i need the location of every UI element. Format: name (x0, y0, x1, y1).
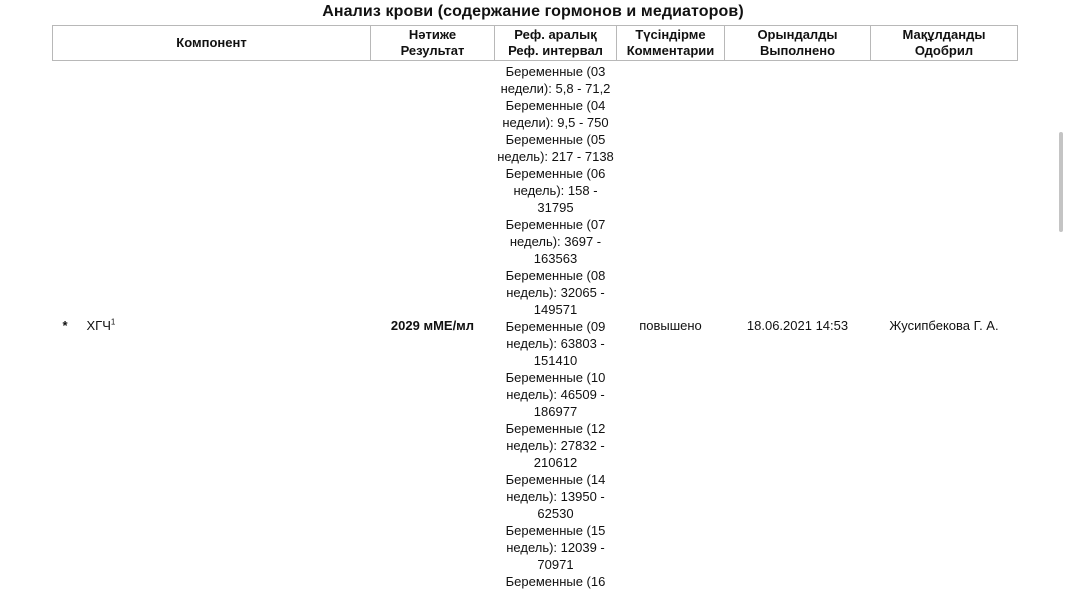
reference-range-item: Беременные (06 недель): 158 - 31795 (505, 166, 606, 215)
header-completed-kz: Орындалды (757, 27, 838, 42)
header-approved-kz: Мақұлданды (902, 27, 986, 42)
header-approved-ru: Одобрил (914, 43, 974, 58)
reference-range-item: Беременные (08 недель): 32065 - 149571 (505, 268, 606, 317)
header-comment-ru: Комментарии (626, 43, 715, 58)
header-completed-ru: Выполнено (759, 43, 836, 58)
reference-range-item: Беременные (15 недель): 12039 - 70971 (505, 523, 606, 572)
table-row (53, 61, 1018, 591)
comment-value: повышено (639, 318, 702, 333)
reference-range-item: Беременные (05 недель): 217 - 7138 (497, 132, 614, 164)
table-header-row (53, 26, 1018, 61)
reference-range-item: Беременные (09 недель): 63803 - 151410 (505, 319, 606, 368)
header-reference-kz: Реф. аралық (514, 27, 597, 42)
reference-range-item: Беременные (03 недели): 5,8 - 71,2 (500, 64, 611, 96)
component-cell (53, 61, 371, 591)
header-completed (725, 26, 871, 61)
reference-range-item: Беременные (04 недели): 9,5 - 750 (502, 98, 609, 130)
header-result-ru: Результат (400, 43, 465, 58)
footnote-marker: 1 (110, 317, 116, 327)
reference-cell (495, 61, 617, 591)
header-comment (617, 26, 725, 61)
header-result-kz: Нәтиже (408, 27, 457, 42)
vertical-scrollbar[interactable] (1059, 132, 1063, 232)
reference-range-list (497, 61, 615, 590)
completed-datetime: 18.06.2021 14:53 (746, 318, 849, 333)
reference-range-item: Беременные (10 недель): 46509 - 186977 (505, 370, 606, 419)
reference-range-item: Беременные (12 недель): 27832 - 210612 (505, 421, 606, 470)
reference-range-item: Беременные (07 недель): 3697 - 163563 (505, 217, 606, 266)
document-title: Анализ крови (содержание гормонов и медиаторов) (322, 3, 744, 20)
abnormal-flag: * (62, 318, 68, 334)
component-name (87, 318, 116, 333)
header-reference-ru: Реф. интервал (508, 43, 603, 58)
reference-range-item: Беременные (16 (505, 574, 606, 589)
header-approved (871, 26, 1018, 61)
reference-range-item: Беременные (14 недель): 13950 - 62530 (505, 472, 606, 521)
header-component (53, 26, 371, 61)
header-component-line: Компонент (176, 35, 247, 50)
approved-by: Жусипбекова Г. А. (889, 318, 999, 333)
result-value: 2029 мМЕ/мл (390, 318, 475, 333)
header-reference (495, 26, 617, 61)
header-comment-kz: Түсіндірме (635, 27, 706, 42)
header-result (371, 26, 495, 61)
results-table (52, 25, 1018, 590)
component-label: ХГЧ (86, 318, 111, 334)
